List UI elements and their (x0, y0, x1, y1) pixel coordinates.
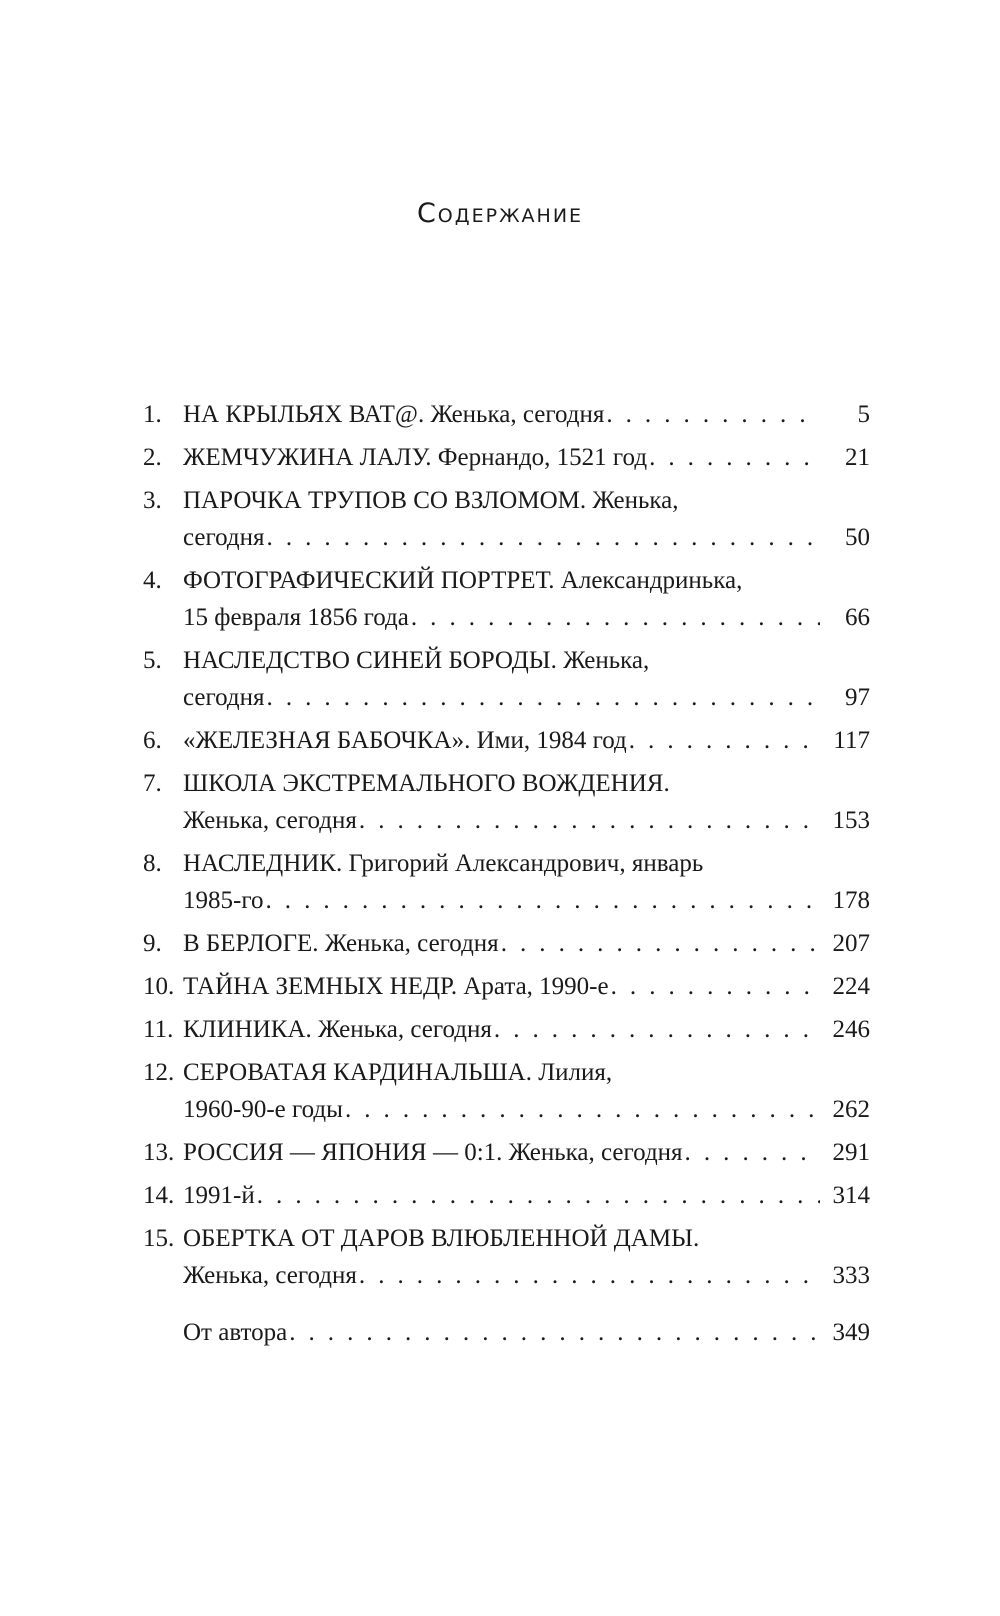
toc-entry-number: 5. (143, 647, 162, 674)
toc-entry-number: 6. (143, 727, 162, 754)
toc-entry-last-line (183, 1314, 870, 1351)
dot-leader (501, 925, 820, 962)
toc-entry-body (183, 722, 870, 759)
toc-entry-last-line (183, 1091, 870, 1128)
toc-page-number: 117 (833, 727, 870, 754)
toc-page-number: 314 (832, 1182, 870, 1209)
toc-entry-number: 9. (143, 930, 162, 957)
toc-page-number: 262 (832, 1096, 870, 1123)
toc-entry (143, 1177, 870, 1214)
dot-leader (411, 599, 820, 636)
toc-entry-body (183, 1314, 870, 1351)
toc-entry-title-text: КЛИНИКА. Женька, сегодня (183, 1016, 492, 1043)
toc-entry-last-line (183, 439, 870, 476)
dot-leader (265, 882, 820, 919)
toc-entry-title-text: «ЖЕЛЕЗНАЯ БАБОЧКА». Ими, 1984 год (183, 727, 627, 754)
dot-leader (345, 1091, 820, 1128)
toc-entry-body (183, 765, 870, 839)
dot-leader (611, 968, 820, 1005)
toc-page-number: 291 (832, 1139, 870, 1166)
toc-entry-title-line: СЕРОВАТАЯ КАРДИНАЛЬША. Лилия, (183, 1059, 613, 1086)
toc-entry-body (183, 439, 870, 476)
toc-entry-last-line (183, 722, 870, 759)
toc-entry (143, 1220, 870, 1294)
toc-entry-last-line (183, 599, 870, 636)
toc-page-number: 333 (832, 1262, 870, 1289)
toc-page-number: 21 (845, 444, 870, 471)
toc-entry-title-line: ПАРОЧКА ТРУПОВ СО ВЗЛОМОМ. Женька, (183, 487, 679, 514)
toc-entry (143, 482, 870, 556)
toc-entry-title-text: 1985-го (183, 887, 264, 914)
toc-entry-title-text: 1960-90-е годы (183, 1096, 343, 1123)
toc-entry-number: 8. (143, 850, 162, 877)
toc-entry-number: 14. (143, 1182, 175, 1209)
toc-entry-number: 2. (143, 444, 162, 471)
toc-entry-last-line (183, 1134, 870, 1171)
toc-entry-title-line: ШКОЛА ЭКСТРЕМАЛЬНОГО ВОЖДЕНИЯ. (183, 770, 670, 797)
toc-entry-body (183, 1011, 870, 1048)
toc-entry-number: 7. (143, 770, 162, 797)
toc-entry-title-line: ФОТОГРАФИЧЕСКИЙ ПОРТРЕТ. Александринька, (183, 567, 743, 594)
toc-entry-title-text: От автора (183, 1319, 288, 1346)
toc-entry-body (183, 925, 870, 962)
toc-entry-title-text: Женька, сегодня (183, 1262, 357, 1289)
toc-page-number: 97 (845, 684, 870, 711)
dot-leader (629, 722, 820, 759)
toc-entry (143, 396, 870, 433)
dot-leader (267, 679, 820, 716)
toc-entry-last-line (183, 925, 870, 962)
toc-entry-title-text: 1991-й (183, 1182, 255, 1209)
page-title: Содержание (416, 198, 584, 229)
toc-entry (143, 642, 870, 716)
toc-entry-number: 11. (143, 1016, 174, 1043)
toc-entry-title-text: ТАЙНА ЗЕМНЫХ НЕДР. Арата, 1990-е (183, 973, 609, 1000)
toc-entry-last-line (183, 882, 870, 919)
toc-entry (143, 562, 870, 636)
dot-leader (289, 1314, 820, 1351)
toc-entry-title-text: 15 февраля 1856 года (183, 604, 409, 631)
toc-entry-body (183, 482, 870, 556)
toc-entry-number: 15. (143, 1225, 175, 1252)
toc-entry-title-line: НАСЛЕДСТВО СИНЕЙ БОРОДЫ. Женька, (183, 647, 650, 674)
dot-leader (267, 519, 820, 556)
table-of-contents (143, 396, 870, 1357)
toc-entry-body (183, 845, 870, 919)
toc-entry-body (183, 968, 870, 1005)
toc-entry (143, 968, 870, 1005)
toc-entry-last-line (183, 968, 870, 1005)
dot-leader (257, 1177, 820, 1214)
toc-entry-body (183, 562, 870, 636)
toc-entry-number: 1. (143, 401, 162, 428)
toc-entry-title-text: В БЕРЛОГЕ. Женька, сегодня (183, 930, 499, 957)
toc-entry (143, 1054, 870, 1128)
toc-page-number: 178 (832, 887, 870, 914)
toc-entry-number: 3. (143, 487, 162, 514)
toc-entry (143, 722, 870, 759)
toc-entry (143, 1011, 870, 1048)
toc-entry-body (183, 1134, 870, 1171)
dot-leader (494, 1011, 820, 1048)
toc-page-number: 207 (832, 930, 870, 957)
toc-page-number: 66 (845, 604, 870, 631)
toc-entry-body (183, 642, 870, 716)
toc-page-number: 349 (832, 1319, 870, 1346)
dot-leader (359, 802, 820, 839)
toc-entry-number: 4. (143, 567, 162, 594)
toc-entry (143, 925, 870, 962)
dot-leader (649, 439, 820, 476)
toc-page-number: 5 (857, 401, 870, 428)
toc-entry (143, 439, 870, 476)
toc-entry-number: 13. (143, 1139, 175, 1166)
toc-entry-body (183, 396, 870, 433)
toc-entry (143, 1134, 870, 1171)
toc-entry-last-line (183, 396, 870, 433)
toc-page-number: 153 (832, 807, 870, 834)
toc-entry-last-line (183, 802, 870, 839)
toc-entry-last-line (183, 679, 870, 716)
toc-page-number: 50 (845, 524, 870, 551)
dot-leader (685, 1134, 820, 1171)
toc-entry-title-text: сегодня (183, 684, 265, 711)
toc-entry-body (183, 1220, 870, 1294)
toc-page-number: 246 (832, 1016, 870, 1043)
toc-entry-last-line (183, 519, 870, 556)
toc-entry-title-text: ЖЕМЧУЖИНА ЛАЛУ. Фернандо, 1521 год (183, 444, 648, 471)
toc-entry-title-text: Женька, сегодня (183, 807, 357, 834)
toc-entry-last-line (183, 1011, 870, 1048)
toc-entry-title-text: сегодня (183, 524, 265, 551)
toc-entry (143, 765, 870, 839)
toc-entry (143, 845, 870, 919)
toc-entry-title-line: НАСЛЕДНИК. Григорий Александрович, январь (183, 850, 704, 877)
toc-entry-title-text: НА КРЫЛЬЯХ ВАТ@. Женька, сегодня (183, 401, 605, 428)
toc-entry-number: 10. (143, 973, 175, 1000)
toc-entry-number: 12. (143, 1059, 175, 1086)
toc-entry (143, 1314, 870, 1351)
dot-leader (606, 396, 820, 433)
toc-entry-last-line (183, 1257, 870, 1294)
toc-page-number: 224 (832, 973, 870, 1000)
toc-entry-title-text: РОССИЯ — ЯПОНИЯ — 0:1. Женька, сегодня (183, 1139, 683, 1166)
toc-entry-body (183, 1177, 870, 1214)
toc-entry-body (183, 1054, 870, 1128)
dot-leader (359, 1257, 820, 1294)
toc-entry-last-line (183, 1177, 870, 1214)
toc-entry-title-line: ОБЕРТКА ОТ ДАРОВ ВЛЮБЛЕННОЙ ДАМЫ. (183, 1225, 700, 1252)
